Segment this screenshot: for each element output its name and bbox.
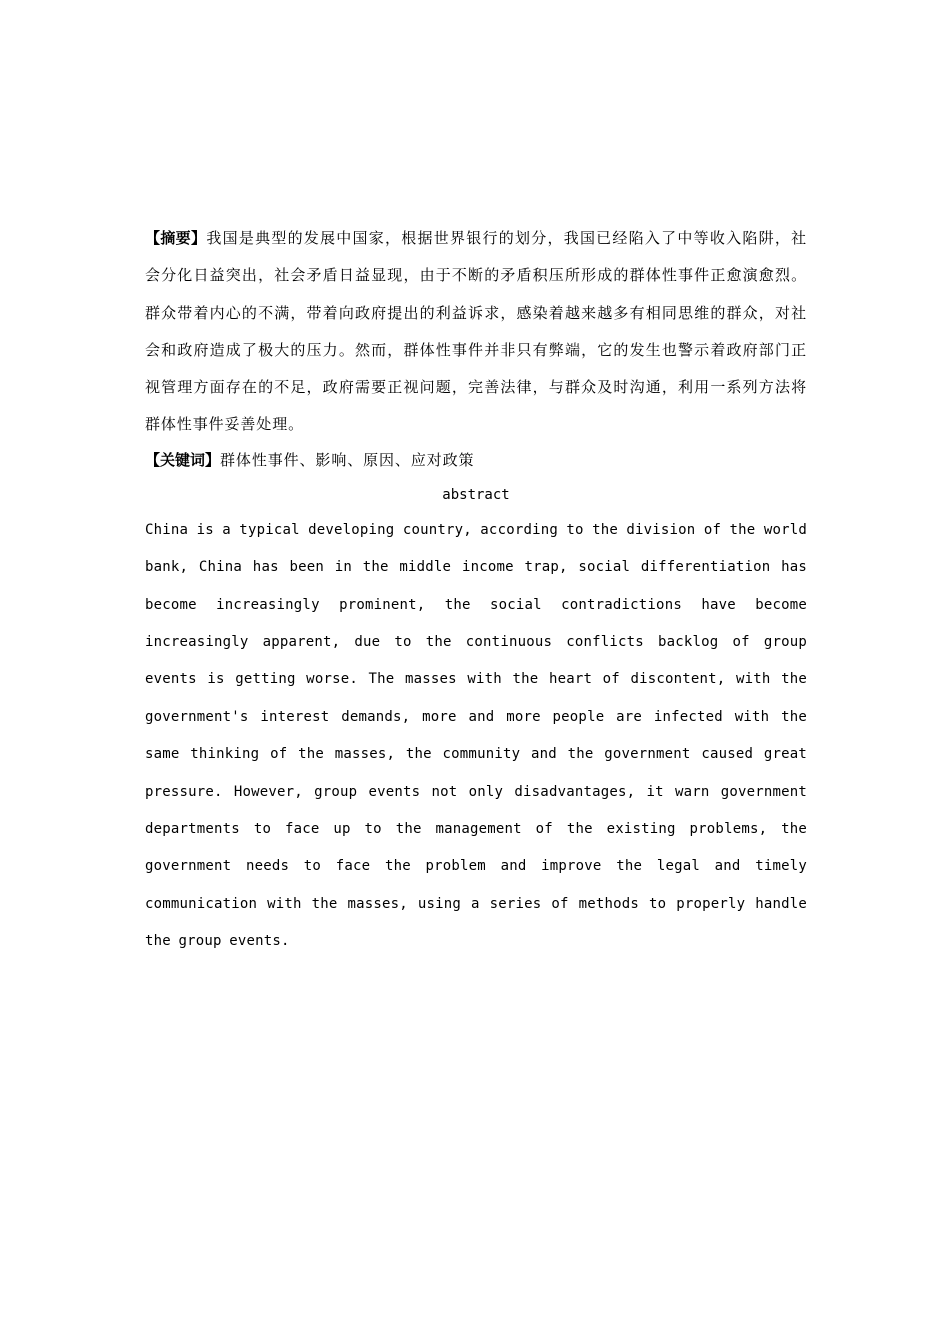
- chinese-abstract-label: 【摘要】: [145, 229, 207, 247]
- english-abstract-title: abstract: [442, 486, 510, 503]
- english-abstract-text: China is a typical developing country, according to the division of the world bank, China has been in the middle income trap, social differentiation has become increasingly prominent, the social contradictions have become increasingly apparent, due to the continuous conflicts backlog of group events is getting worse. The masses with the heart of discontent, with the government's interest demands, more and more people are infected with the same thinking of the masses, the community and the government caused great pressure. However, group events not only disadvantages, it warn government departments to face up to the management of the existing problems, the government needs to face the problem and improve the legal and timely communication with the masses, using a series of methods to properly handle the group events.: [145, 521, 807, 950]
- abstract-section: [145, 220, 807, 961]
- chinese-abstract-text: 我国是典型的发展中国家，根据世界银行的划分，我国已经陷入了中等收入陷阱，社会分化日益突出，社会矛盾日益显现，由于不断的矛盾积压所形成的群体性事件正愈演愈烈。群众带着内心的不满，带着向政府提出的利益诉求，感染着越来越多有相同思维的群众，对社会和政府造成了极大的压力。然而，群体性事件并非只有弊端，它的发生也警示着政府部门正视管理方面存在的不足，政府需要正视问题，完善法律，与群众及时沟通，利用一系列方法将群体性事件妥善处理。: [145, 229, 807, 434]
- chinese-keywords-text: 群体性事件、影响、原因、应对政策: [220, 450, 475, 469]
- chinese-keywords: [145, 444, 807, 476]
- chinese-abstract: [145, 220, 807, 444]
- chinese-keywords-label: 【关键词】: [145, 450, 221, 469]
